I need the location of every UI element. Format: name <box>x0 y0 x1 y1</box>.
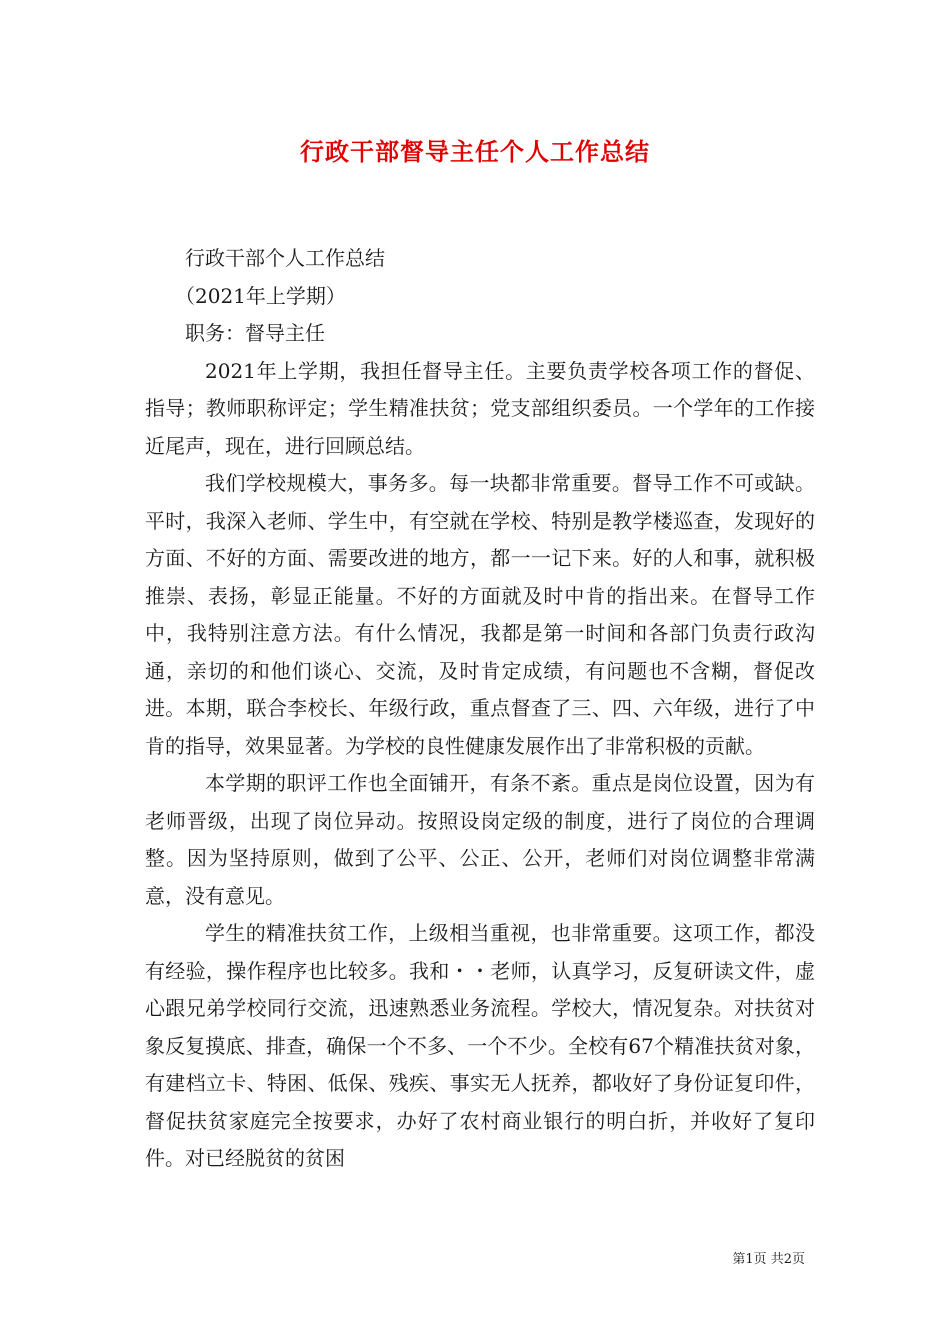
document-position: 职务：督导主任 <box>185 321 325 345</box>
document-term: （2021年上学期） <box>175 283 346 308</box>
page-number: 第1页 共2页 <box>732 1252 805 1267</box>
paragraph: 2021年上学期，我担任督导主任。主要负责学校各项工作的督促、指导；教师职称评定；学生精准扶贫；党支部组织委员。一个学年的工作接近尾声，现在，进行回顾总结。 <box>145 358 815 458</box>
paragraph: 我们学校规模大，事务多。每一块都非常重要。督导工作不可或缺。平时，我深入老师、学生中，有空就在学校、特别是教学楼巡查，发现好的方面、不好的方面、需要改进的地方，都一一记下来。好的人和事，就积极推崇、表扬，彰显正能量。不好的方面就及时中肯的指出来。在督导工作中，我特别注意方法。有什么情况，我都是第一时间和各部门负责行政沟通，亲切的和他们谈心、交流，及时肯定成绩，有问题也不含糊，督促改进。本期，联合李校长、年级行政，重点督查了三、四、六年级，进行了中肯的指导，效果显著。为学校的良性健康发展作出了非常积极的贡献。 <box>145 471 815 758</box>
document-subtitle: 行政干部个人工作总结 <box>185 246 385 270</box>
paragraph: 学生的精准扶贫工作，上级相当重视，也非常重要。这项工作，都没有经验，操作程序也比较多。我和・・老师，认真学习，反复研读文件，虚心跟兄弟学校同行交流，迅速熟悉业务流程。学校大，情况复杂。对扶贫对象反复摸底、排查，确保一个不多、一个不少。全校有67个精准扶贫对象，有建档立卡、特困、低保、残疾、事实无人抚养，都收好了身份证复印件，督促扶贫家庭完全按要求，办好了农村商业银行的明白折，并收好了复印件。对已经脱贫的贫困 <box>145 921 815 1170</box>
document-body <box>145 240 815 1178</box>
document-title: 行政干部督导主任个人工作总结 <box>300 137 650 166</box>
paragraph: 本学期的职评工作也全面铺开，有条不紊。重点是岗位设置，因为有老师晋级，出现了岗位异动。按照设岗定级的制度，进行了岗位的合理调整。因为坚持原则，做到了公平、公正、公开，老师们对岗位调整非常满意，没有意见。 <box>145 771 815 908</box>
